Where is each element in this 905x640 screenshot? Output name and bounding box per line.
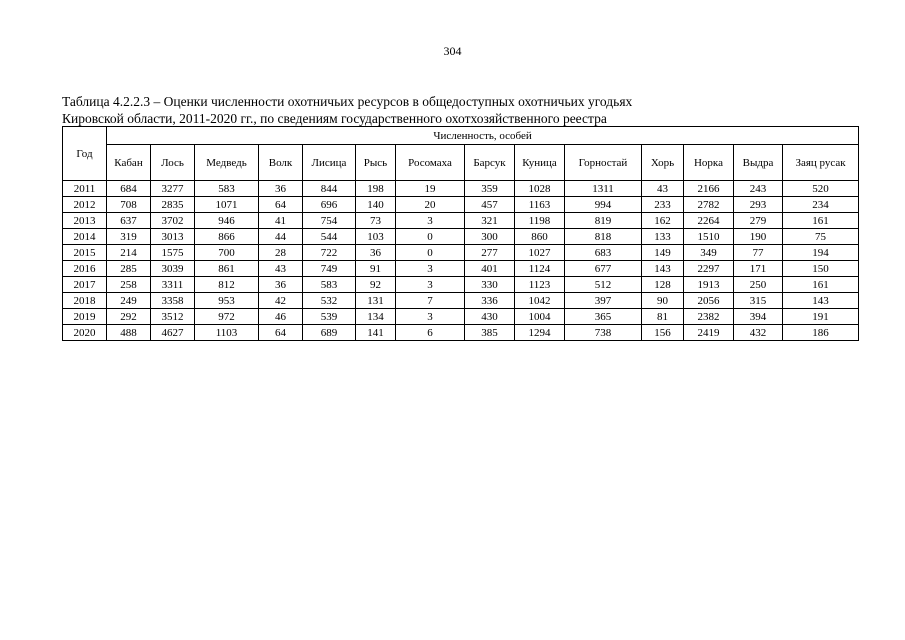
column-header: Кабан <box>107 145 151 181</box>
value-cell: 359 <box>465 181 515 197</box>
value-cell: 3 <box>396 277 465 293</box>
value-cell: 194 <box>783 245 859 261</box>
column-header: Норка <box>684 145 734 181</box>
value-cell: 143 <box>642 261 684 277</box>
value-cell: 36 <box>259 277 303 293</box>
value-cell: 700 <box>195 245 259 261</box>
value-cell: 134 <box>356 309 396 325</box>
value-cell: 722 <box>303 245 356 261</box>
page-number: 304 <box>443 44 462 58</box>
value-cell: 1163 <box>515 197 565 213</box>
value-cell: 3 <box>396 261 465 277</box>
value-cell: 0 <box>396 245 465 261</box>
value-cell: 43 <box>259 261 303 277</box>
value-cell: 140 <box>356 197 396 213</box>
value-cell: 532 <box>303 293 356 309</box>
value-cell: 583 <box>195 181 259 197</box>
value-cell: 75 <box>783 229 859 245</box>
value-cell: 2297 <box>684 261 734 277</box>
value-cell: 819 <box>565 213 642 229</box>
value-cell: 44 <box>259 229 303 245</box>
value-cell: 2056 <box>684 293 734 309</box>
value-cell: 3 <box>396 213 465 229</box>
value-cell: 860 <box>515 229 565 245</box>
table-row <box>63 245 859 261</box>
table-row <box>63 181 859 197</box>
value-cell: 319 <box>107 229 151 245</box>
value-cell: 394 <box>734 309 783 325</box>
value-cell: 539 <box>303 309 356 325</box>
value-cell: 1124 <box>515 261 565 277</box>
value-cell: 738 <box>565 325 642 341</box>
value-cell: 683 <box>565 245 642 261</box>
value-cell: 292 <box>107 309 151 325</box>
value-cell: 28 <box>259 245 303 261</box>
value-cell: 277 <box>465 245 515 261</box>
value-cell: 1071 <box>195 197 259 213</box>
value-cell: 1575 <box>151 245 195 261</box>
column-header: Хорь <box>642 145 684 181</box>
year-cell: 2018 <box>63 293 107 309</box>
value-cell: 401 <box>465 261 515 277</box>
value-cell: 91 <box>356 261 396 277</box>
year-cell: 2015 <box>63 245 107 261</box>
column-header: Лисица <box>303 145 356 181</box>
value-cell: 544 <box>303 229 356 245</box>
table-caption <box>62 93 862 127</box>
column-header: Куница <box>515 145 565 181</box>
value-cell: 103 <box>356 229 396 245</box>
value-cell: 133 <box>642 229 684 245</box>
value-cell: 1913 <box>684 277 734 293</box>
value-cell: 36 <box>259 181 303 197</box>
year-cell: 2013 <box>63 213 107 229</box>
value-cell: 64 <box>259 197 303 213</box>
value-cell: 430 <box>465 309 515 325</box>
year-cell: 2017 <box>63 277 107 293</box>
value-cell: 972 <box>195 309 259 325</box>
value-cell: 279 <box>734 213 783 229</box>
value-cell: 2382 <box>684 309 734 325</box>
value-cell: 300 <box>465 229 515 245</box>
value-cell: 0 <box>396 229 465 245</box>
value-cell: 861 <box>195 261 259 277</box>
value-cell: 953 <box>195 293 259 309</box>
value-cell: 1311 <box>565 181 642 197</box>
column-header: Заяц русак <box>783 145 859 181</box>
value-cell: 156 <box>642 325 684 341</box>
value-cell: 844 <box>303 181 356 197</box>
value-cell: 249 <box>107 293 151 309</box>
value-cell: 150 <box>783 261 859 277</box>
table-row <box>63 325 859 341</box>
value-cell: 3 <box>396 309 465 325</box>
value-cell: 457 <box>465 197 515 213</box>
value-cell: 2166 <box>684 181 734 197</box>
value-cell: 128 <box>642 277 684 293</box>
value-cell: 3311 <box>151 277 195 293</box>
value-cell: 1123 <box>515 277 565 293</box>
value-cell: 90 <box>642 293 684 309</box>
value-cell: 214 <box>107 245 151 261</box>
value-cell: 336 <box>465 293 515 309</box>
value-cell: 432 <box>734 325 783 341</box>
value-cell: 946 <box>195 213 259 229</box>
column-header: Росомаха <box>396 145 465 181</box>
value-cell: 243 <box>734 181 783 197</box>
value-cell: 233 <box>642 197 684 213</box>
value-cell: 1027 <box>515 245 565 261</box>
population-table <box>62 126 859 341</box>
value-cell: 141 <box>356 325 396 341</box>
value-cell: 365 <box>565 309 642 325</box>
value-cell: 812 <box>195 277 259 293</box>
value-cell: 6 <box>396 325 465 341</box>
column-header: Медведь <box>195 145 259 181</box>
value-cell: 161 <box>783 277 859 293</box>
value-cell: 637 <box>107 213 151 229</box>
value-cell: 2782 <box>684 197 734 213</box>
value-cell: 46 <box>259 309 303 325</box>
table-row <box>63 309 859 325</box>
value-cell: 161 <box>783 213 859 229</box>
column-header: Горностай <box>565 145 642 181</box>
value-cell: 2835 <box>151 197 195 213</box>
year-cell: 2012 <box>63 197 107 213</box>
value-cell: 190 <box>734 229 783 245</box>
value-cell: 234 <box>783 197 859 213</box>
value-cell: 4627 <box>151 325 195 341</box>
value-cell: 77 <box>734 245 783 261</box>
value-cell: 1294 <box>515 325 565 341</box>
year-cell: 2014 <box>63 229 107 245</box>
value-cell: 2419 <box>684 325 734 341</box>
value-cell: 512 <box>565 277 642 293</box>
value-cell: 81 <box>642 309 684 325</box>
value-cell: 349 <box>684 245 734 261</box>
value-cell: 131 <box>356 293 396 309</box>
value-cell: 315 <box>734 293 783 309</box>
value-cell: 866 <box>195 229 259 245</box>
table-row <box>63 213 859 229</box>
value-cell: 171 <box>734 261 783 277</box>
value-cell: 677 <box>565 261 642 277</box>
value-cell: 3277 <box>151 181 195 197</box>
value-cell: 994 <box>565 197 642 213</box>
value-cell: 198 <box>356 181 396 197</box>
group-header: Численность, особей <box>107 127 859 145</box>
table-row <box>63 277 859 293</box>
value-cell: 285 <box>107 261 151 277</box>
value-cell: 488 <box>107 325 151 341</box>
value-cell: 149 <box>642 245 684 261</box>
caption-line-1: Таблица 4.2.2.3 – Оценки численности охотничьих ресурсов в общедоступных охотничьих угодьях <box>62 94 633 109</box>
value-cell: 162 <box>642 213 684 229</box>
value-cell: 1510 <box>684 229 734 245</box>
value-cell: 749 <box>303 261 356 277</box>
year-cell: 2019 <box>63 309 107 325</box>
year-cell: 2011 <box>63 181 107 197</box>
value-cell: 3013 <box>151 229 195 245</box>
value-cell: 1198 <box>515 213 565 229</box>
value-cell: 143 <box>783 293 859 309</box>
value-cell: 1028 <box>515 181 565 197</box>
value-cell: 73 <box>356 213 396 229</box>
value-cell: 689 <box>303 325 356 341</box>
value-cell: 1103 <box>195 325 259 341</box>
column-header: Лось <box>151 145 195 181</box>
value-cell: 330 <box>465 277 515 293</box>
column-header: Барсук <box>465 145 515 181</box>
value-cell: 397 <box>565 293 642 309</box>
value-cell: 3702 <box>151 213 195 229</box>
value-cell: 708 <box>107 197 151 213</box>
value-cell: 20 <box>396 197 465 213</box>
value-cell: 2264 <box>684 213 734 229</box>
value-cell: 293 <box>734 197 783 213</box>
value-cell: 1042 <box>515 293 565 309</box>
column-header: Выдра <box>734 145 783 181</box>
value-cell: 64 <box>259 325 303 341</box>
value-cell: 250 <box>734 277 783 293</box>
value-cell: 385 <box>465 325 515 341</box>
value-cell: 520 <box>783 181 859 197</box>
value-cell: 258 <box>107 277 151 293</box>
value-cell: 321 <box>465 213 515 229</box>
value-cell: 696 <box>303 197 356 213</box>
value-cell: 684 <box>107 181 151 197</box>
value-cell: 41 <box>259 213 303 229</box>
value-cell: 42 <box>259 293 303 309</box>
table-row <box>63 229 859 245</box>
table-row <box>63 197 859 213</box>
value-cell: 754 <box>303 213 356 229</box>
value-cell: 191 <box>783 309 859 325</box>
value-cell: 36 <box>356 245 396 261</box>
value-cell: 818 <box>565 229 642 245</box>
table-row <box>63 261 859 277</box>
value-cell: 3358 <box>151 293 195 309</box>
caption-line-2: Кировской области, 2011-2020 гг., по сведениям государственного охотхозяйственного реестра <box>62 111 607 126</box>
value-cell: 19 <box>396 181 465 197</box>
value-cell: 3039 <box>151 261 195 277</box>
value-cell: 583 <box>303 277 356 293</box>
value-cell: 1004 <box>515 309 565 325</box>
value-cell: 3512 <box>151 309 195 325</box>
value-cell: 7 <box>396 293 465 309</box>
value-cell: 43 <box>642 181 684 197</box>
value-cell: 92 <box>356 277 396 293</box>
value-cell: 186 <box>783 325 859 341</box>
column-header: Волк <box>259 145 303 181</box>
year-cell: 2020 <box>63 325 107 341</box>
year-header: Год <box>63 127 107 181</box>
year-cell: 2016 <box>63 261 107 277</box>
table-row <box>63 293 859 309</box>
column-header: Рысь <box>356 145 396 181</box>
